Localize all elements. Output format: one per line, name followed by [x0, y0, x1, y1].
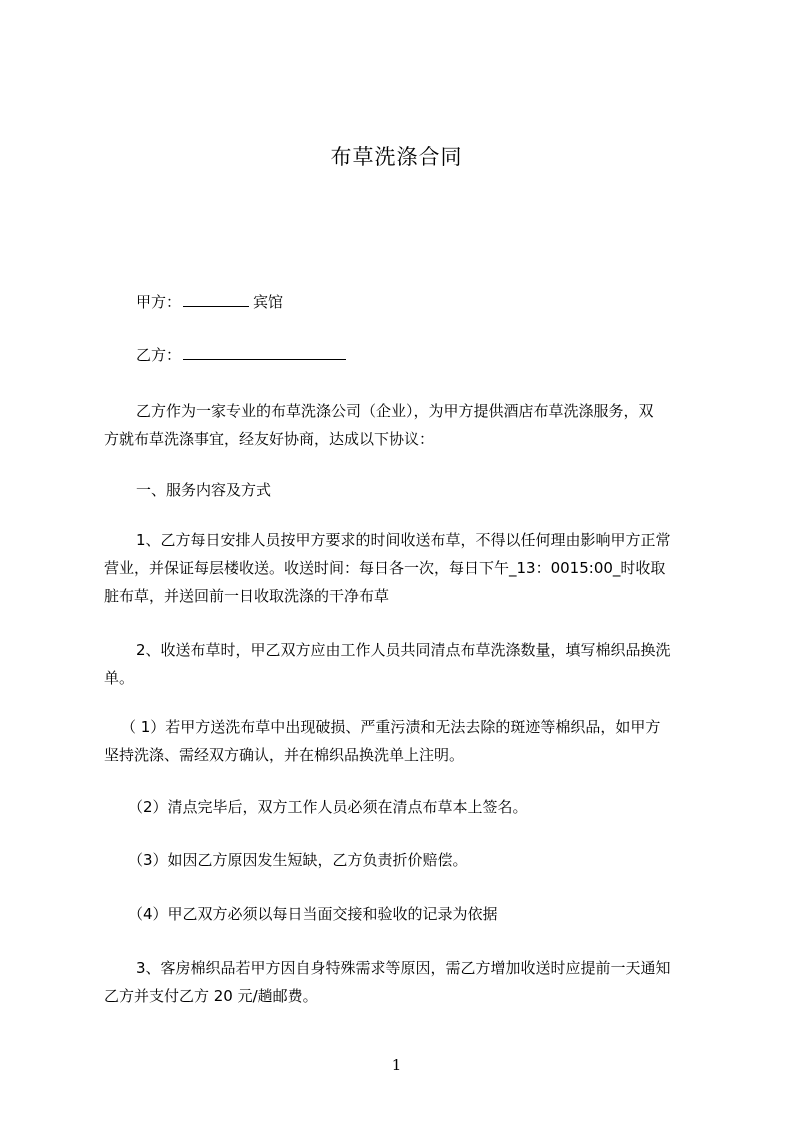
sub-clause-1 [104, 713, 714, 769]
paragraph-line: 营业，并保证每层楼收送。收送时间：每日各一次，每日下午_13：0015:00_时收取 [104, 559, 666, 577]
party-a-line [136, 292, 283, 312]
paragraph-line: 单。 [104, 669, 135, 687]
page-number: 1 [391, 1056, 402, 1074]
party-b-line [136, 345, 350, 365]
paragraph-line: 脏布草，并送回前一日收取洗涤的干净布草 [104, 587, 390, 605]
party-b-label: 乙方： [136, 346, 182, 364]
paragraph-line: 3、客房棉织品若甲方因自身特殊需求等原因，需乙方增加收送时应提前一天通知 [136, 959, 671, 977]
paragraph-line: 方就布草洗涤事宜，经友好协商，达成以下协议： [104, 430, 435, 448]
clause-1 [104, 526, 714, 610]
party-a-label: 甲方： [136, 293, 182, 311]
party-a-suffix: 宾馆 [253, 293, 284, 311]
party-a-blank [183, 292, 249, 307]
party-b-blank [183, 345, 346, 360]
paragraph-line: 坚持洗涤、需经双方确认，并在棉织品换洗单上注明。 [104, 746, 465, 764]
clause-2 [104, 636, 714, 692]
paragraph-line: 1、乙方每日安排人员按甲方要求的时间收送布草，不得以任何理由影响甲方正常 [136, 531, 671, 549]
contract-title: 布草洗涤合同 [330, 145, 463, 169]
sub-clause-2: （2）清点完毕后，双方工作人员必须在清点布草本上签名。 [128, 798, 528, 816]
clause-3 [104, 954, 714, 1010]
sub-clause-3: （3）如因乙方原因发生短缺，乙方负责折价赔偿。 [128, 851, 468, 869]
sub-clause-4: （4）甲乙双方必须以每日当面交接和验收的记录为依据 [128, 905, 498, 923]
section-heading: 一、服务内容及方式 [136, 481, 272, 499]
intro-paragraph [104, 397, 714, 453]
paragraph-line: 2、收送布草时，甲乙双方应由工作人员共同清点布草洗涤数量，填写棉织品换洗 [136, 641, 671, 659]
paragraph-line: 乙方并支付乙方 20 元/趟邮费。 [104, 987, 318, 1005]
paragraph-line: （ 1）若甲方送洗布草中出现破损、严重污渍和无法去除的斑迹等棉织品，如甲方 [121, 718, 661, 736]
paragraph-line: 乙方作为一家专业的布草洗涤公司（企业），为甲方提供酒店布草洗涤服务，双 [136, 402, 654, 420]
